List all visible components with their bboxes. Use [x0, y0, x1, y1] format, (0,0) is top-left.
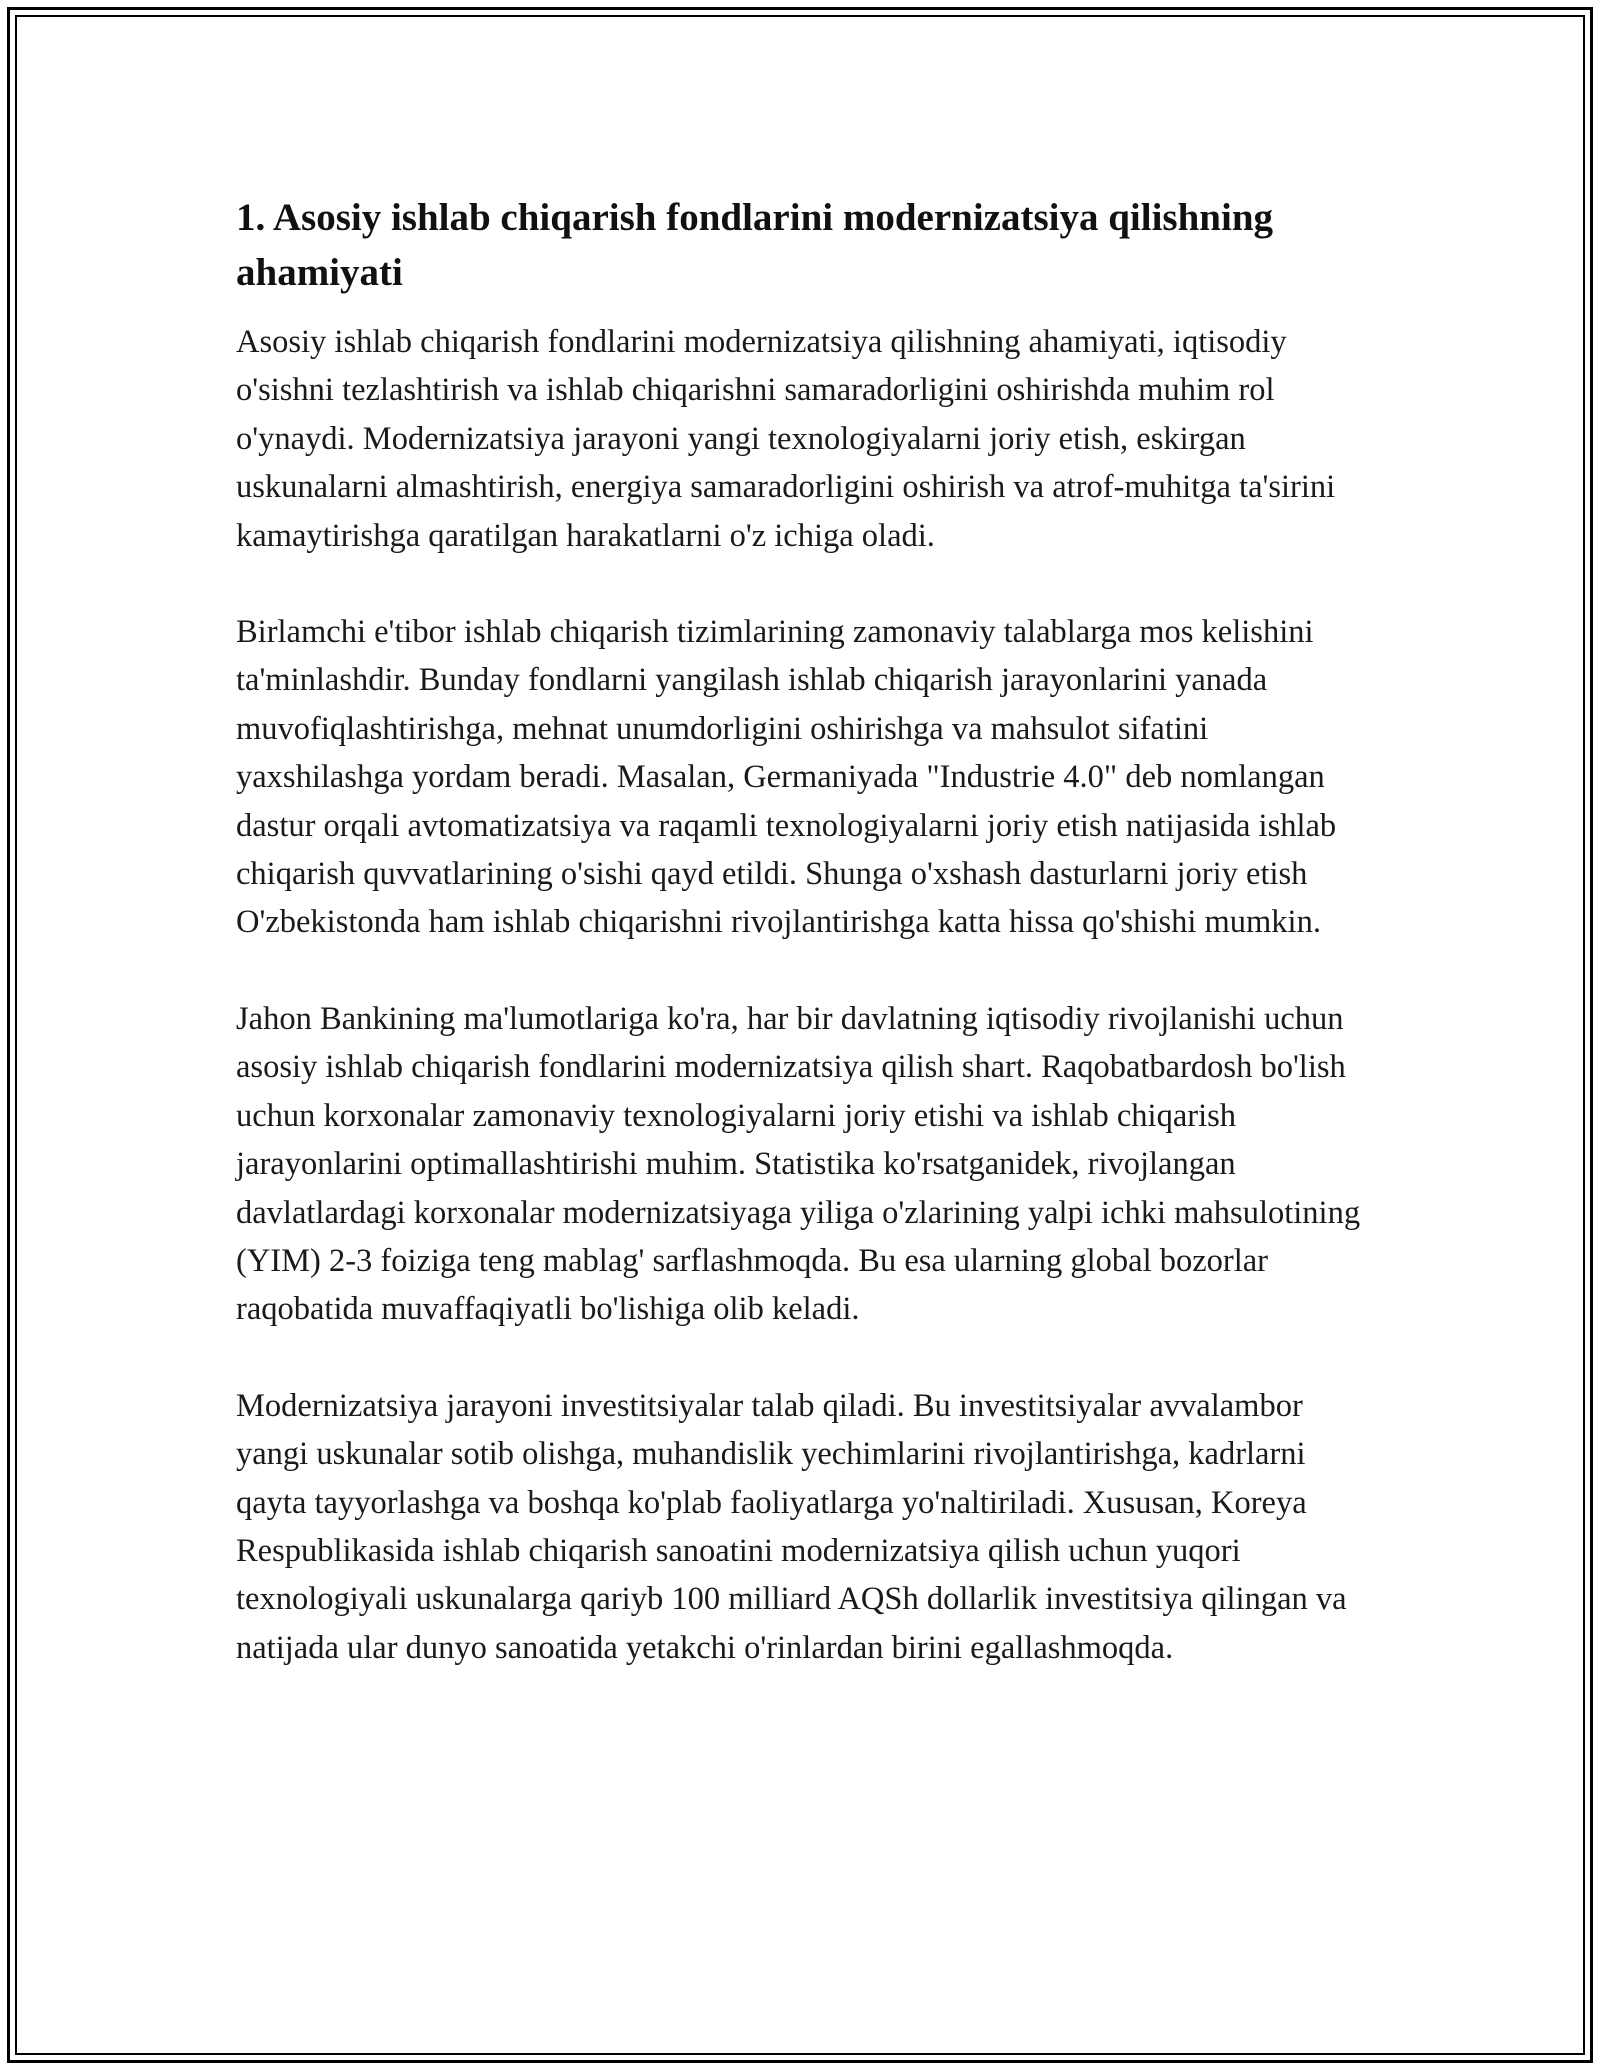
paragraph-1: Asosiy ishlab chiqarish fondlarini modernizatsiya qilishning ahamiyati, iqtisodiy o'sishni tezlashtirish va ishlab chiqarishni samaradorligini oshirishda muhim rol o'ynaydi. Modernizatsiya jarayoni yangi texnologiyalarni joriy etish, eskirgan uskunalarni almashtirish, energiya samaradorligini oshirish va atrof-muhitga ta'sirini kamaytirishga qaratilgan harakatlarni o'z ichiga oladi. — [236, 324, 1336, 554]
paragraph-4: Modernizatsiya jarayoni investitsiyalar talab qiladi. Bu investitsiyalar avvalambor yangi uskunalar sotib olishga, muhandislik yechimlarini rivojlantirishga, kadrlarni qayta tayyorlashga va boshqa ko'plab faoliyatlarga yo'naltiriladi. Xususan, Koreya Respublikasida ishlab chiqarish sanoatini modernizatsiya qilish uchun yuqori texnologiyali uskunalarga qariyb 100 milliard AQSh dollarlik investitsiya qilingan va natijada ular dunyo sanoatida yetakchi o'rinlardan birini egallashmoqda. — [236, 1387, 1347, 1666]
paragraph-2: Birlamchi e'tibor ishlab chiqarish tizimlarining zamonaviy talablarga mos kelishini ta'minlashdir. Bunday fondlarni yangilash ishlab chiqarish jarayonlarini yanada muvofiqlashtirishga, mehnat unumdorligini oshirishga va mahsulot sifatini yaxshilashga yordam beradi. Masalan, Germaniyada "Industrie 4.0" deb nomlangan dastur orqali avtomatizatsiya va raqamli texnologiyalarni joriy etish natijasida ishlab chiqarish quvvatlarining o'sishi qayd etildi. Shunga o'xshash dasturlarni joriy etish O'zbekistonda ham ishlab chiqarishni rivojlantirishga katta hissa qo'shishi mumkin. — [236, 614, 1337, 941]
document-body — [236, 190, 1371, 1672]
section-title: 1. Asosiy ishlab chiqarish fondlarini modernizatsiya qilishning ahamiyati — [236, 196, 1274, 294]
paragraph-3: Jahon Bankining ma'lumotlariga ko'ra, har bir davlatning iqtisodiy rivojlanishi uchun asosiy ishlab chiqarish fondlarini modernizatsiya qilish shart. Raqobatbardosh bo'lish uchun korxonalar zamonaviy texnologiyalarni joriy etishi va ishlab chiqarish jarayonlarini optimallashtirishi muhim. Statistika ko'rsatganidek, rivojlangan davlatlardagi korxonalar modernizatsiyaga yiliga o'zlarining yalpi ichki mahsulotining (YIM) 2-3 foiziga teng mablag' sarflashmoqda. Bu esa ularning global bozorlar raqobatida muvaffaqiyatli bo'lishiga olib keladi. — [236, 1000, 1361, 1328]
